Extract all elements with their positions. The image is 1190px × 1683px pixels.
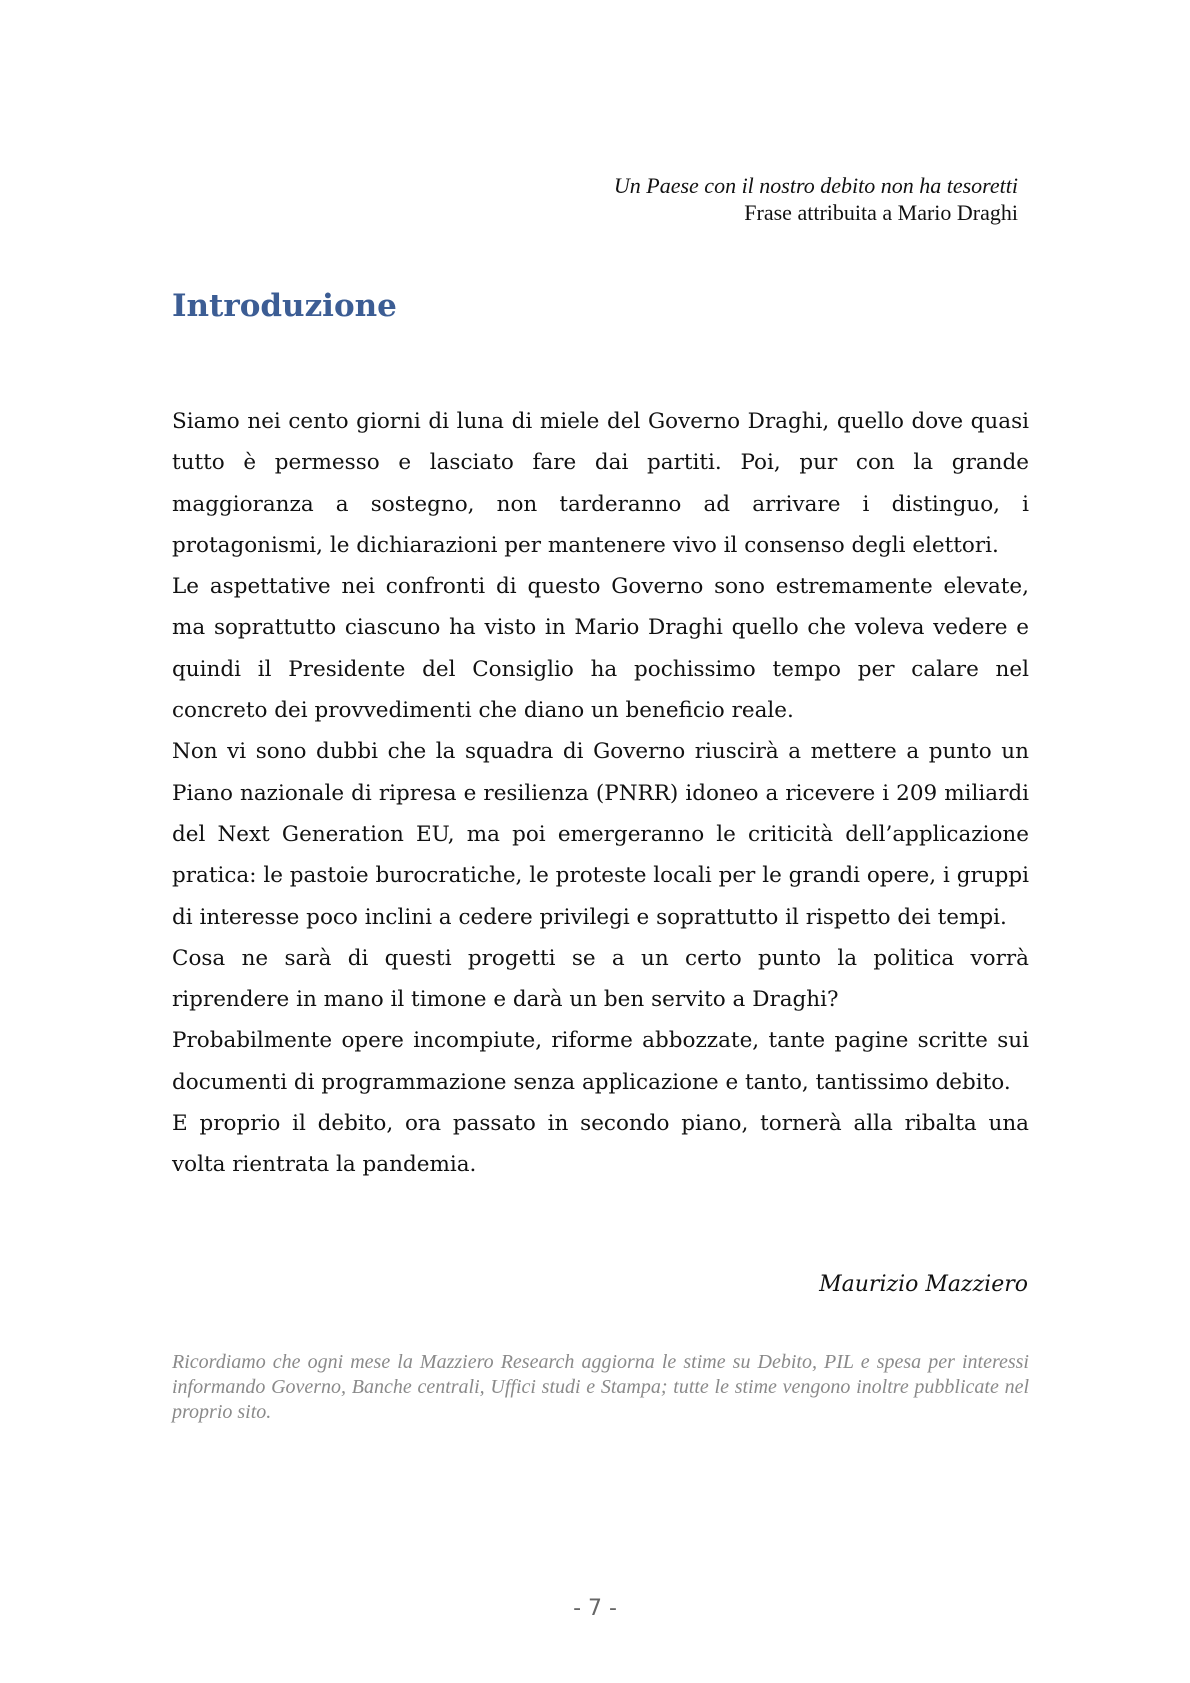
page-number: - 7 - (573, 1596, 617, 1621)
epigraph-quote: Un Paese con il nostro debito non ha tesoretti (613, 173, 1018, 198)
epigraph (614, 172, 1018, 226)
paragraph: Le aspettative nei confronti di questo Governo sono estremamente elevate, ma soprattutto ciascuno ha visto in Mario Draghi quello che voleva vedere e quindi il Presidente del Consiglio ha pochissimo tempo per calare nel concreto dei provvedimenti che diano un beneficio reale. (172, 574, 1029, 724)
author-signature: Maurizio Mazziero (819, 1272, 1028, 1297)
paragraph: Siamo nei cento giorni di luna di miele del Governo Draghi, quello dove quasi tutto è permesso e lasciato fare dai partiti. Poi, pur con la grande maggioranza a sostegno, non tarderanno ad arrivare i distinguo, i protagonismi, le dichiarazioni per mantenere vivo il consenso degli elettori. (172, 409, 1029, 558)
paragraph: Non vi sono dubbi che la squadra di Governo riuscirà a mettere a punto un Piano nazionale di ripresa e resilienza (PNRR) idoneo a ricevere i 209 miliardi del Next Generation EU, ma poi emergeranno le criticità dell’applicazione pratica: le pastoie burocratiche, le proteste locali per le grandi opere, i gruppi di interesse poco inclini a cedere privilegi e soprattutto il rispetto dei tempi. (172, 739, 1029, 930)
section-heading: Introduzione (172, 288, 397, 324)
body-text (172, 401, 1029, 1186)
paragraph: Cosa ne sarà di questi progetti se a un certo punto la politica vorrà riprendere in mano il timone e darà un ben servito a Draghi? (172, 945, 1029, 1013)
footnote: Ricordiamo che ogni mese la Mazziero Research aggiorna le stime su Debito, PIL e spesa per interessi informando Governo, Banche centrali, Uffici studi e Stampa; tutte le stime vengono inoltre pubblicate nel proprio sito. (172, 1351, 1029, 1423)
epigraph-attribution: Frase attribuita a Mario Draghi (744, 200, 1018, 225)
paragraph: E proprio il debito, ora passato in secondo piano, tornerà alla ribalta una volta rientrata la pandemia. (172, 1111, 1029, 1178)
paragraph: Probabilmente opere incompiute, riforme abbozzate, tante pagine scritte sui documenti di programmazione senza applicazione e tanto, tantissimo debito. (172, 1028, 1029, 1095)
